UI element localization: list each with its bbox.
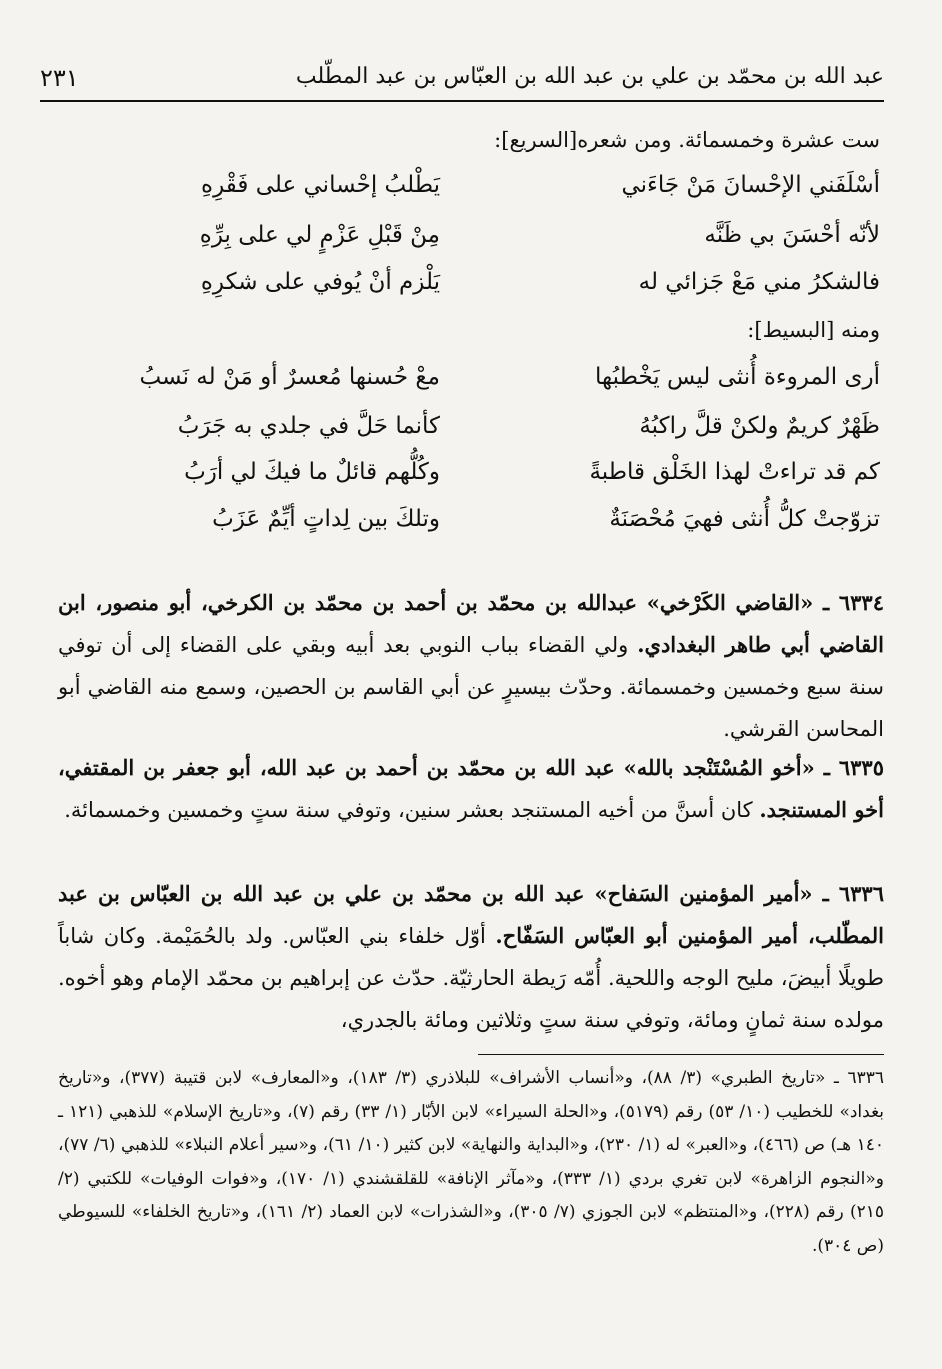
biography-entry	[58, 873, 884, 1041]
verse-second-hemistich: يَطْلبُ إحْساني على فَقْرِهِ	[201, 172, 440, 198]
page-header	[40, 58, 884, 102]
header-rule	[40, 100, 884, 102]
poem2-verse	[62, 413, 880, 453]
entry-heading: ٦٣٣٦ ـ «أمير المؤمنين السَفاح» عبد الله بن محمّد بن علي بن عبد الله بن العبّاس بن عبد المطّلب، أمير المؤمنين أبو العبّاس السَفّاح.	[58, 881, 884, 948]
verse-second-hemistich: مِنْ قَبْلِ عَزْمٍ لي على بِرِّهِ	[199, 222, 440, 248]
poem1-verse	[62, 172, 880, 212]
poem1-verse	[62, 222, 880, 262]
entry-body: كان أسنَّ من أخيه المستنجد بعشر سنين، وتوفي سنة ستٍ وخمسين وخمسمائة.	[64, 798, 753, 822]
verse-first-hemistich: لأنّه أحْسَنَ بي ظَنَّه	[704, 222, 880, 248]
intro-line: ست عشرة وخمسمائة. ومن شعره[السريع]:	[494, 128, 880, 152]
poem2-verse	[62, 506, 880, 546]
verse-second-hemistich: وكُلُّهم قائلٌ ما فيكَ لي أرَبُ	[184, 459, 440, 485]
verse-first-hemistich: تزوّجتْ كلُّ أُنثى فهيَ مُحْصَنَةٌ	[609, 506, 880, 532]
verse-first-hemistich: أسْلَفَني الإحْسانَ مَنْ جَاءَني	[621, 172, 880, 198]
entry-body: ولي القضاء بباب النوبي بعد أبيه وبقي على القضاء إلى أن توفي سنة سبع وخمسين وخمسمائة. وحدّث بيسيرٍ عن أبي القاسم بن الحصين، وسمع منه القاضي أبو المحاسن القرشي.	[58, 633, 884, 741]
running-title: عبد الله بن محمّد بن علي بن عبد الله بن العبّاس بن عبد المطّلب	[295, 64, 884, 89]
entry-heading: ٦٣٣٥ ـ «أخو المُسْتَنْجد بالله» عبد الله بن محمّد بن أحمد بن عبد الله، أبو جعفر بن المقتفي، أخو المستنجد.	[58, 755, 884, 822]
poem1-verse	[62, 269, 880, 309]
biography-entry	[58, 582, 884, 750]
verse-second-hemistich: معْ حُسنها مُعسرٌ أو مَنْ له نَسبُ	[139, 364, 440, 390]
verse-first-hemistich: ظَهْرٌ كريمٌ ولكنْ قلَّ راكبُهُ	[639, 413, 880, 439]
verse-first-hemistich: فالشكرُ مني مَعْ جَزائي له	[638, 269, 880, 295]
verse-first-hemistich: كم قد تراءتْ لهذا الخَلْق قاطبةً	[589, 459, 880, 485]
page-number: ٢٣١	[40, 64, 79, 92]
verse-second-hemistich: كأنما حَلَّ في جلدي به جَرَبُ	[177, 413, 440, 439]
verse-first-hemistich: أرى المروءة أُنثى ليس يَخْطبُها	[595, 364, 880, 390]
footnote-separator	[478, 1054, 884, 1055]
entry-heading: ٦٣٣٤ ـ «القاضي الكَرْخي» عبدالله بن محمّد بن أحمد بن محمّد بن الكرخي، أبو منصور، ابن القاضي أبي طاهر البغدادي.	[58, 590, 884, 657]
biography-entry	[58, 747, 884, 831]
verse-second-hemistich: يَلْزم أنْ يُوفي على شكرِهِ	[200, 269, 440, 295]
poem2-verse	[62, 459, 880, 499]
footnote: ٦٣٣٦ ـ «تاريخ الطبري» (٣/ ٨٨)، و«أنساب الأشراف» للبلاذري (٣/ ١٨٣)، و«المعارف» لابن قتيبة (٣٧٧)، و«تاريخ بغداد» للخطيب (١٠/ ٥٣) رقم (٥١٧٩)، و«الحلة السيراء» لابن الأبّار (١/ ٣٣) رقم (٧)، و«تاريخ الإسلام» للذهبي (١٢١ ـ ١٤٠ هـ) ص (٤٦٦)، و«العبر» له (١/ ٢٣٠)، و«البداية والنهاية» لابن كثير (١٠/ ٦١)، و«سير أعلام النبلاء» للذهبي (٦/ ٧٧)، و«النجوم الزاهرة» لابن تغري بردي (١/ ٣٣٣)، و«مآثر الإنافة» للقلقشندي (١/ ١٧٠)، و«فوات الوفيات» للكتبي (٢/ ٢١٥) رقم (٢٢٨)، و«المنتظم» لابن الجوزي (٧/ ٣٠٥)، و«الشذرات» لابن العماد (٢/ ١٦١)، و«تاريخ الخلفاء» للسيوطي (ص ٣٠٤).	[58, 1068, 885, 1256]
entry-body: أوّل خلفاء بني العبّاس. ولد بالحُمَيْمة. وكان شاباً طويلًا أبيضَ، مليح الوجه واللحية. أُمّه رَيطة الحارثيّة. حدّث عن إبراهيم بن محمّد الإمام وهو أخوه. مولده سنة ثمانٍ ومائة، وتوفي سنة ستٍ وثلاثين ومائة بالجدري،	[58, 924, 884, 1032]
verse-second-hemistich: وتلكَ بين لِداتٍ أيِّمٌ عَزَبُ	[212, 506, 440, 532]
poem2-verse	[62, 364, 880, 404]
poem2-intro: ومنه [البسيط]:	[747, 318, 880, 342]
